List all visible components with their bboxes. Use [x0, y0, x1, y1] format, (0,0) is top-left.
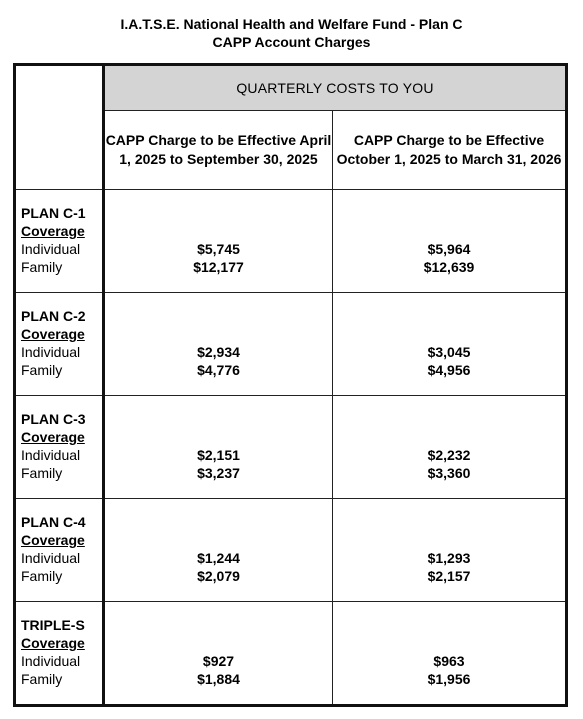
value-cell — [333, 602, 567, 706]
coverage-label: Coverage — [21, 532, 85, 548]
individual-charge: $3,045 — [427, 344, 471, 360]
coverage-label: Coverage — [21, 326, 85, 342]
value-cell — [333, 499, 567, 602]
value-cell — [104, 293, 333, 396]
family-charge: $4,776 — [197, 362, 240, 378]
value-cell — [104, 499, 333, 602]
individual-charge: $5,964 — [427, 241, 471, 257]
value-cell — [104, 396, 333, 499]
column-header-period-2: CAPP Charge to be Effective October 1, 2025 to March 31, 2026 — [333, 111, 567, 190]
plan-name: TRIPLE-S — [21, 617, 85, 633]
table-row — [15, 499, 567, 602]
family-charge: $3,360 — [427, 465, 471, 481]
family-charge: $12,639 — [423, 259, 475, 275]
row-label — [15, 499, 104, 602]
coverage-label: Coverage — [21, 635, 85, 651]
row-label — [15, 293, 104, 396]
tier-family: Family — [21, 465, 63, 481]
tier-family: Family — [21, 671, 63, 687]
individual-charge: $2,151 — [197, 447, 240, 463]
tier-individual: Individual — [21, 447, 81, 463]
tier-family: Family — [21, 568, 63, 584]
family-charge: $4,956 — [427, 362, 471, 378]
individual-charge: $927 — [202, 653, 235, 669]
document-title: I.A.T.S.E. National Health and Welfare Fund - Plan C — [120, 16, 463, 32]
tier-family: Family — [21, 362, 63, 378]
row-label — [15, 396, 104, 499]
plan-name: PLAN C-4 — [21, 514, 86, 530]
tier-individual: Individual — [21, 550, 81, 566]
table-row — [15, 396, 567, 499]
empty-corner-cell — [15, 65, 104, 190]
table-row — [15, 190, 567, 293]
table-row — [15, 602, 567, 706]
tier-family: Family — [21, 259, 63, 275]
tier-individual: Individual — [21, 653, 81, 669]
individual-charge: $963 — [433, 653, 465, 669]
plan-name: PLAN C-3 — [21, 411, 86, 427]
table-row — [15, 293, 567, 396]
value-cell — [333, 190, 567, 293]
coverage-label: Coverage — [21, 223, 85, 239]
column-header-period-1: CAPP Charge to be Effective April 1, 2025 to September 30, 2025 — [104, 111, 333, 190]
row-label — [15, 190, 104, 293]
individual-charge: $1,244 — [197, 550, 240, 566]
value-cell — [333, 293, 567, 396]
family-charge: $1,884 — [197, 671, 240, 687]
individual-charge: $2,232 — [427, 447, 471, 463]
family-charge: $2,157 — [427, 568, 471, 584]
capp-charges-table — [13, 63, 568, 707]
individual-charge: $5,745 — [197, 241, 240, 257]
value-cell — [104, 602, 333, 706]
family-charge: $1,956 — [427, 671, 471, 687]
tier-individual: Individual — [21, 241, 81, 257]
plan-name: PLAN C-2 — [21, 308, 86, 324]
plan-name: PLAN C-1 — [21, 205, 86, 221]
individual-charge: $1,293 — [427, 550, 471, 566]
table-header: QUARTERLY COSTS TO YOU — [104, 65, 567, 111]
individual-charge: $2,934 — [197, 344, 240, 360]
family-charge: $12,177 — [193, 259, 244, 275]
tier-individual: Individual — [21, 344, 81, 360]
coverage-label: Coverage — [21, 429, 85, 445]
document-subtitle: CAPP Account Charges — [212, 34, 371, 50]
row-label — [15, 602, 104, 706]
value-cell — [104, 190, 333, 293]
family-charge: $2,079 — [197, 568, 240, 584]
family-charge: $3,237 — [197, 465, 240, 481]
value-cell — [333, 396, 567, 499]
